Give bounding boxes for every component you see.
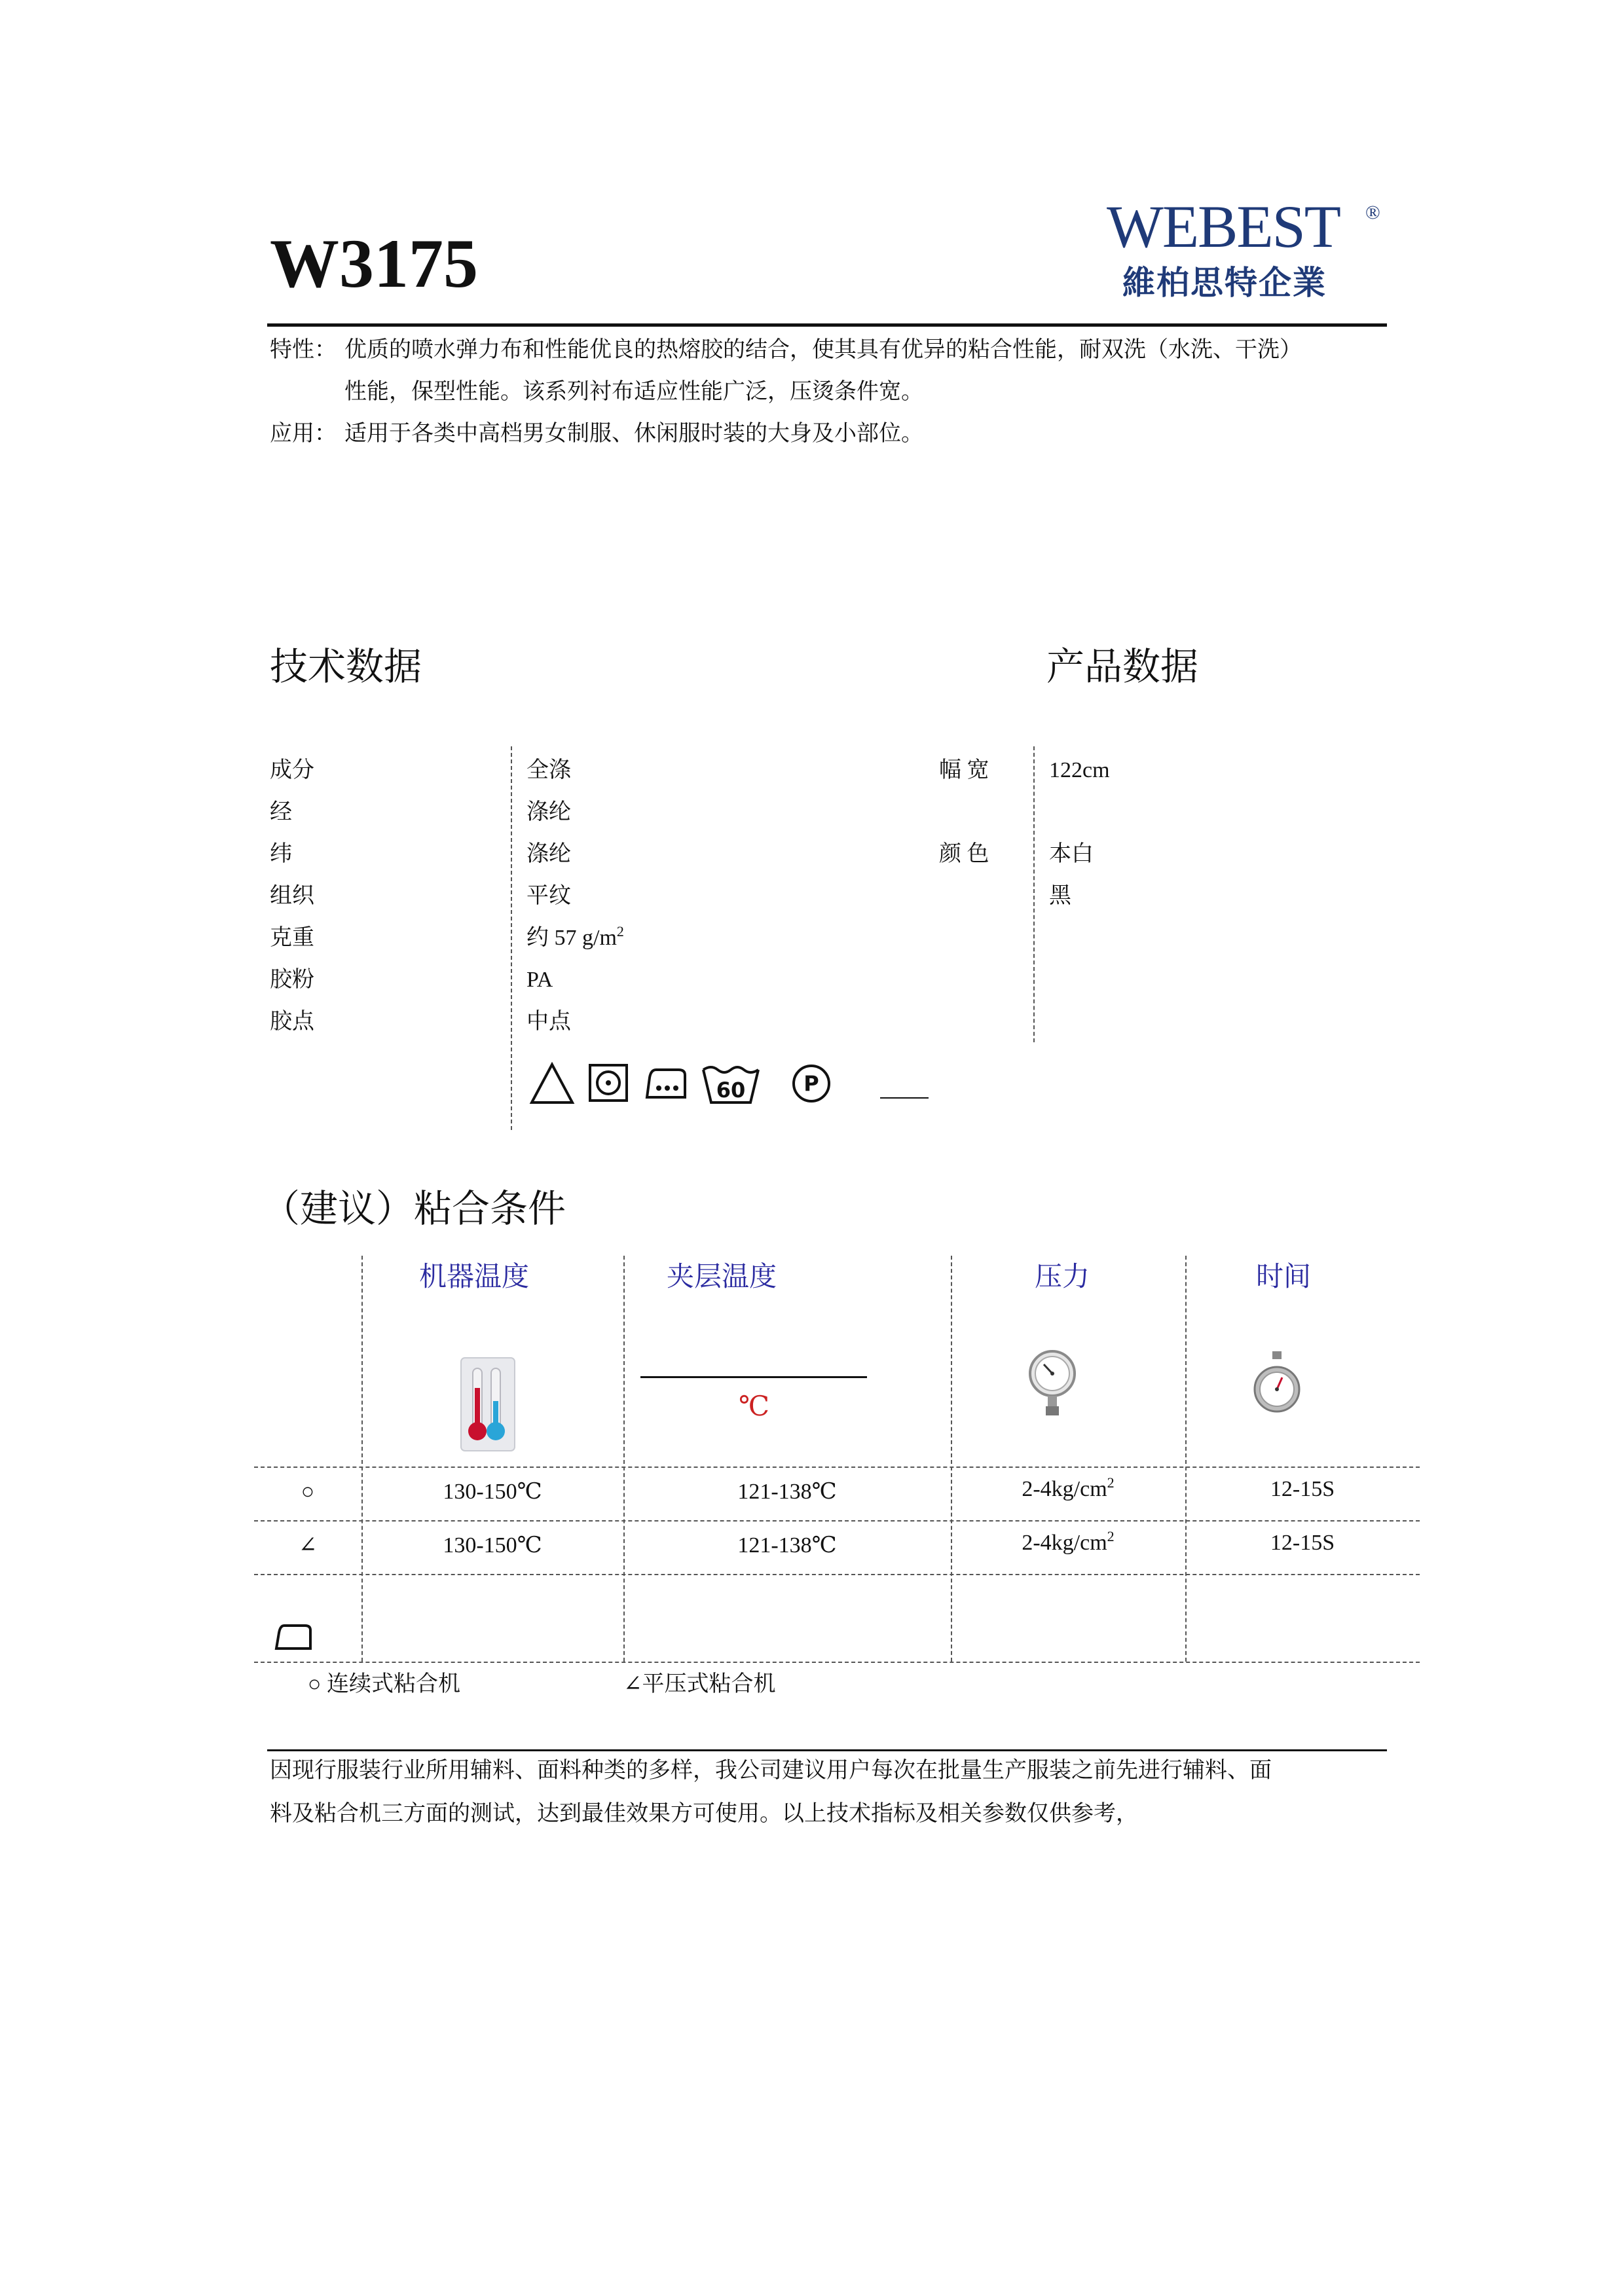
stopwatch-icon xyxy=(1251,1349,1303,1421)
table-divider xyxy=(1185,1256,1187,1662)
bleach-triangle-icon xyxy=(529,1062,575,1105)
features-label: 特性： xyxy=(270,338,337,362)
tech-value: 涤纶 xyxy=(526,800,571,824)
header-layer-temp: 夹层温度 xyxy=(667,1262,777,1292)
color-label: 颜 色 xyxy=(939,842,989,866)
tech-label: 克重 xyxy=(270,926,314,950)
table-divider xyxy=(361,1256,363,1662)
row-pressure xyxy=(951,1528,1185,1555)
tech-label: 经 xyxy=(270,800,292,824)
iron-icon xyxy=(643,1066,689,1101)
header-time: 时间 xyxy=(1256,1262,1312,1292)
header-pressure: 压力 xyxy=(1035,1262,1090,1292)
row-time: 12-15S xyxy=(1270,1531,1335,1555)
wash-temperature: 60 xyxy=(716,1078,746,1102)
iron-row-icon xyxy=(274,1622,313,1652)
pressure-value: 2-4kg/cm xyxy=(1022,1531,1107,1555)
table-row-divider xyxy=(254,1467,1420,1468)
width-label: 幅 宽 xyxy=(939,758,989,782)
dryclean-letter: P xyxy=(803,1071,819,1096)
tech-label: 纬 xyxy=(270,842,292,866)
features-text-2: 性能，保型性能。该系列衬布适应性能广泛，压烫条件宽。 xyxy=(344,380,923,404)
row-time: 12-15S xyxy=(1270,1477,1335,1501)
width-value: 122cm xyxy=(1049,758,1110,782)
pressure-gauge-icon xyxy=(1028,1347,1077,1421)
product-divider xyxy=(1033,746,1035,1042)
tech-label: 胶粉 xyxy=(270,968,314,992)
tumble-dry-icon xyxy=(588,1063,629,1102)
footer-note-1: 因现行服装行业所用辅料、面料种类的多样，我公司建议用户每次在批量生产服装之前先进行辅料、面 xyxy=(270,1758,1272,1783)
color-value: 黑 xyxy=(1049,884,1071,908)
layer-temp-blank-line xyxy=(640,1376,867,1378)
table-row-divider xyxy=(254,1520,1420,1522)
row-pressure xyxy=(951,1474,1185,1501)
application-label: 应用： xyxy=(270,422,337,446)
legend-flat: ∠平压式粘合机 xyxy=(623,1672,776,1696)
table-divider xyxy=(623,1256,625,1662)
table-row-divider xyxy=(254,1662,1420,1663)
tech-value: 平纹 xyxy=(526,884,571,908)
tech-data-title: 技术数据 xyxy=(270,646,422,688)
weight-superscript: 2 xyxy=(616,923,624,939)
bonding-title: （建议）粘合条件 xyxy=(262,1188,566,1230)
pressure-superscript: 2 xyxy=(1107,1474,1115,1491)
pressure-value: 2-4kg/cm xyxy=(1022,1477,1107,1501)
row-layer-temp: 121-138℃ xyxy=(737,1533,837,1558)
footer-divider xyxy=(267,1749,1387,1751)
table-row-divider xyxy=(254,1574,1420,1575)
header-machine-temp: 机器温度 xyxy=(419,1262,530,1292)
tech-divider xyxy=(511,746,512,1130)
tech-value xyxy=(526,923,624,950)
care-icons-row xyxy=(529,1059,1027,1112)
header-divider xyxy=(267,323,1387,327)
row-symbol-flat: ∠ xyxy=(298,1533,318,1558)
layer-temp-unit: ℃ xyxy=(739,1392,769,1422)
tech-label: 组织 xyxy=(270,884,314,908)
application-text: 适用于各类中高档男女制服、休闲服时装的大身及小部位。 xyxy=(344,422,923,446)
tech-value: PA xyxy=(526,968,553,992)
logo-word: WEBEST xyxy=(1107,193,1340,260)
tech-value: 中点 xyxy=(526,1010,571,1034)
dryclean-p-icon xyxy=(791,1063,832,1104)
features-text-1: 优质的喷水弹力布和性能优良的热熔胶的结合，使其具有优异的粘合性能，耐双洗（水洗、干洗） xyxy=(344,338,1302,362)
product-data-title: 产品数据 xyxy=(1046,646,1199,688)
tech-label: 胶点 xyxy=(270,1010,314,1034)
row-machine-temp: 130-150℃ xyxy=(443,1480,542,1504)
logo-chinese: 維柏思特企業 xyxy=(1122,264,1327,302)
legend-continuous: ○ 连续式粘合机 xyxy=(308,1672,461,1696)
footer-note-2: 料及粘合机三方面的测试，达到最佳效果方可使用。以上技术指标及相关参数仅供参考， xyxy=(270,1802,1138,1826)
tech-value: 全涤 xyxy=(526,758,571,782)
tech-label: 成分 xyxy=(270,758,314,782)
thermometer-icon xyxy=(458,1355,517,1453)
tech-value: 涤纶 xyxy=(526,842,571,866)
color-value: 本白 xyxy=(1049,842,1094,866)
row-layer-temp: 121-138℃ xyxy=(737,1480,837,1504)
care-blank-line xyxy=(880,1097,929,1099)
logo-registered: ® xyxy=(1365,202,1380,223)
wash-60-icon xyxy=(701,1061,761,1106)
company-logo xyxy=(1107,193,1382,302)
weight-value: 约 57 g/m xyxy=(526,926,617,950)
pressure-superscript: 2 xyxy=(1107,1528,1115,1544)
product-code: W3175 xyxy=(270,225,478,302)
table-divider xyxy=(951,1256,952,1662)
row-symbol-continuous: ○ xyxy=(301,1480,315,1504)
row-machine-temp: 130-150℃ xyxy=(443,1533,542,1558)
